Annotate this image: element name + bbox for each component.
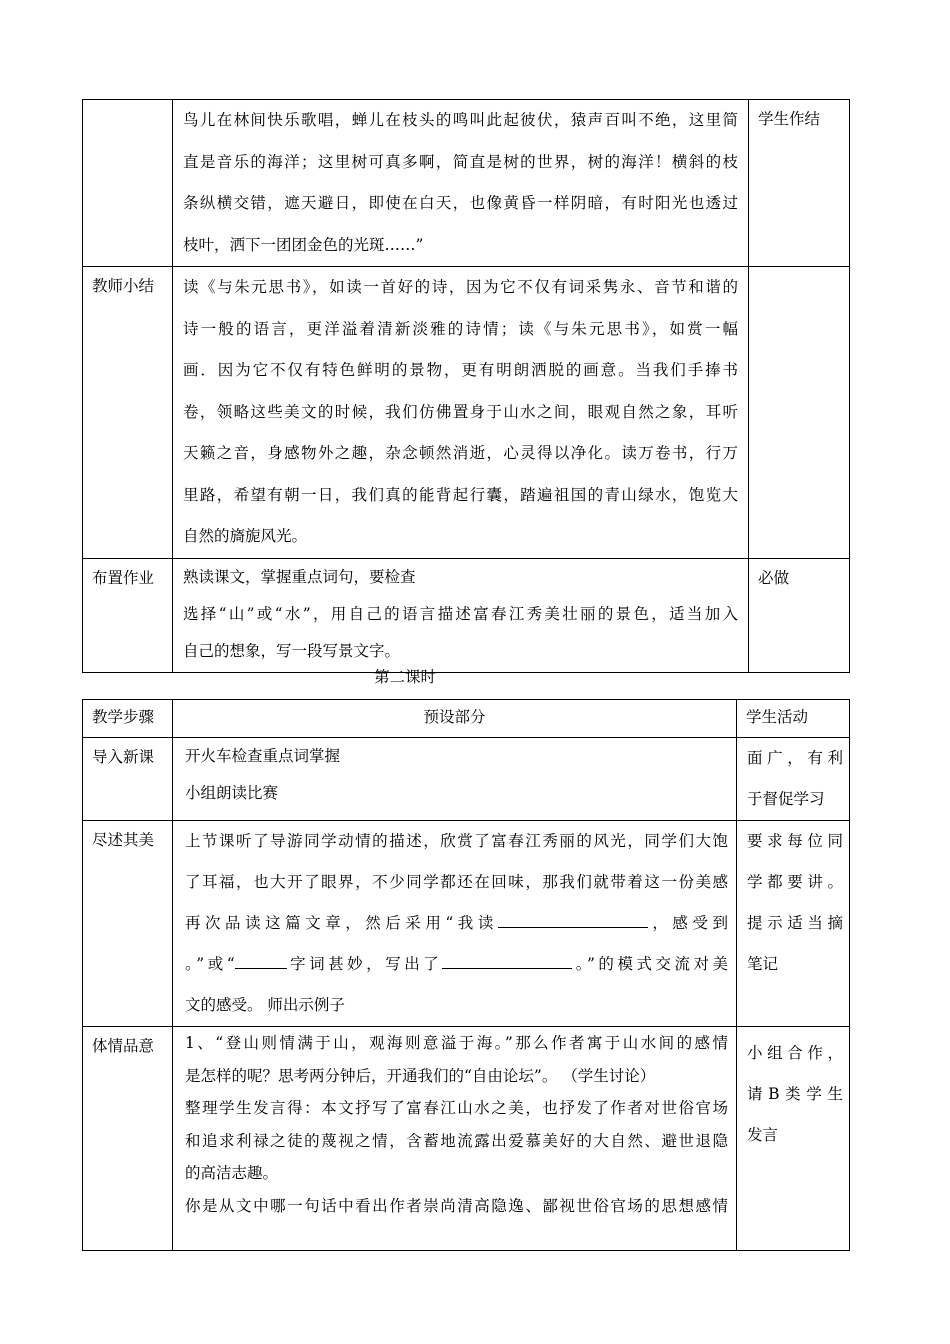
content-line: 的高洁志趣。 (185, 1164, 279, 1182)
step-content (173, 821, 737, 1027)
content-line: 直是音乐的海洋；这里树可真多啊，简直是树的世界，树的海洋！横斜的枝 (183, 152, 738, 171)
content-line: 自然的旖旎风光。 (183, 527, 308, 545)
fill-blank (498, 911, 648, 928)
table-row (83, 1027, 850, 1251)
content-line: 小组朗读比赛 (185, 784, 279, 802)
content-line: 读《与朱元思书》，如读一首好的诗，因为它不仅有词采隽永、音节和谐的 (183, 278, 738, 296)
activity-line: 发言 (747, 1126, 779, 1144)
table-row (83, 738, 850, 821)
step-content (173, 1027, 737, 1251)
content-line: 熟读课文，掌握重点词句，要检查 (183, 567, 416, 586)
activity-line: 要求每位同 (747, 832, 843, 850)
lesson-table-part2 (82, 699, 850, 1251)
lesson-table-part1 (82, 99, 850, 673)
content-line: 画．因为它不仅有特色鲜明的景物，更有明朗洒脱的画意。当我们手捧书 (183, 361, 738, 379)
step-label: 尽述其美 (83, 821, 173, 1027)
activity-line: 面广，有利 (747, 749, 843, 767)
text-segment: 。”的模式交流对美 (572, 955, 728, 973)
content-line (185, 944, 728, 985)
content-line: 鸟儿在林间快乐歌唱，蝉儿在枝头的鸣叫此起彼伏，猿声百叫不绝，这里简 (183, 111, 738, 129)
content-line: 卷，领略这些美文的时候，我们仿佛置身于山水之间，眼观自然之象，耳听 (183, 402, 738, 421)
content-line: 枝叶，洒下一团团金色的光斑……” (183, 235, 424, 254)
content-line: 和追求利禄之徒的蔑视之情，含蓄地流露出爱慕美好的大自然、避世退隐 (185, 1131, 728, 1150)
fill-blank (235, 952, 287, 969)
table-row (83, 267, 850, 559)
table-row (83, 100, 850, 267)
table-row (83, 821, 850, 1027)
content-line: 文的感受。 师出示例子 (185, 996, 345, 1014)
activity-line: 请B类学生 (747, 1085, 843, 1103)
student-activity: 学生作结 (749, 100, 850, 267)
content-line: 条纵横交错，遮天避日，即使在白天，也像黄昏一样阴暗，有时阳光也透过 (183, 194, 738, 212)
content-line: 诗一般的语言，更洋溢着清新淡雅的诗情；读《与朱元思书》，如赏一幅 (183, 319, 738, 338)
text-segment: ，感受到 (647, 914, 728, 932)
header-content: 预设部分 (173, 700, 737, 738)
section-title: 第二课时 (374, 668, 437, 686)
content-line: 选择“山”或“水”，用自己的语言描述富春江秀美壮丽的景色，适当加入 (183, 604, 738, 623)
student-activity (737, 738, 850, 821)
step-content (173, 738, 737, 821)
content-line: 了耳福，也大开了眼界，不少同学都还在回味，那我们就带着这一份美感 (185, 873, 728, 891)
content-line (185, 903, 728, 944)
student-activity: 必做 (749, 558, 850, 672)
activity-line: 于督促学习 (747, 790, 825, 808)
text-segment: 。”或“ (185, 955, 235, 973)
content-line: 里路，希望有朝一日，我们真的能背起行囊，踏遍祖国的青山绿水，饱览大 (183, 485, 738, 504)
step-content (173, 558, 749, 672)
content-line: 天籁之音，身感物外之趣，杂念顿然消逝，心灵得以净化。读万卷书，行万 (183, 444, 738, 462)
text-segment: 字词甚妙，写出了 (286, 955, 443, 973)
content-line: 自己的想象，写一段写景文字。 (183, 641, 401, 660)
content-line: 是怎样的呢？思考两分钟后，开通我们的“自由论坛”。 （学生讨论） (185, 1066, 656, 1085)
student-activity (749, 267, 850, 559)
step-label: 布置作业 (83, 558, 173, 672)
fill-blank (442, 952, 572, 969)
activity-line: 小组合作， (747, 1044, 843, 1062)
step-content (173, 267, 749, 559)
table-header-row (83, 700, 850, 738)
header-step: 教学步骤 (83, 700, 173, 738)
text-segment: 再次品读这篇文章，然后采用“我读 (185, 914, 498, 932)
activity-line: 学都要讲。 (747, 873, 843, 891)
student-activity (737, 1027, 850, 1251)
step-label (83, 100, 173, 267)
step-label: 导入新课 (83, 738, 173, 821)
activity-line: 提示适当摘 (747, 914, 843, 932)
step-content (173, 100, 749, 267)
header-activity: 学生活动 (737, 700, 850, 738)
content-line: 整理学生发言得：本文抒写了富春江山水之美，也抒发了作者对世俗官场 (185, 1099, 728, 1117)
content-line: 上节课听了导游同学动情的描述，欣赏了富春江秀丽的风光，同学们大饱 (185, 832, 728, 850)
content-line: 1、“登山则情满于山，观海则意溢于海。”那么作者寓于山水间的感情 (185, 1034, 728, 1052)
step-label: 教师小结 (83, 267, 173, 559)
table-row (83, 558, 850, 672)
content-line: 你是从文中哪一句话中看出作者崇尚清高隐逸、鄙视世俗官场的思想感情 (185, 1196, 728, 1215)
content-line: 开火车检查重点词掌握 (185, 747, 341, 765)
student-activity (737, 821, 850, 1027)
step-label: 体情品意 (83, 1027, 173, 1251)
activity-line: 笔记 (747, 955, 779, 973)
